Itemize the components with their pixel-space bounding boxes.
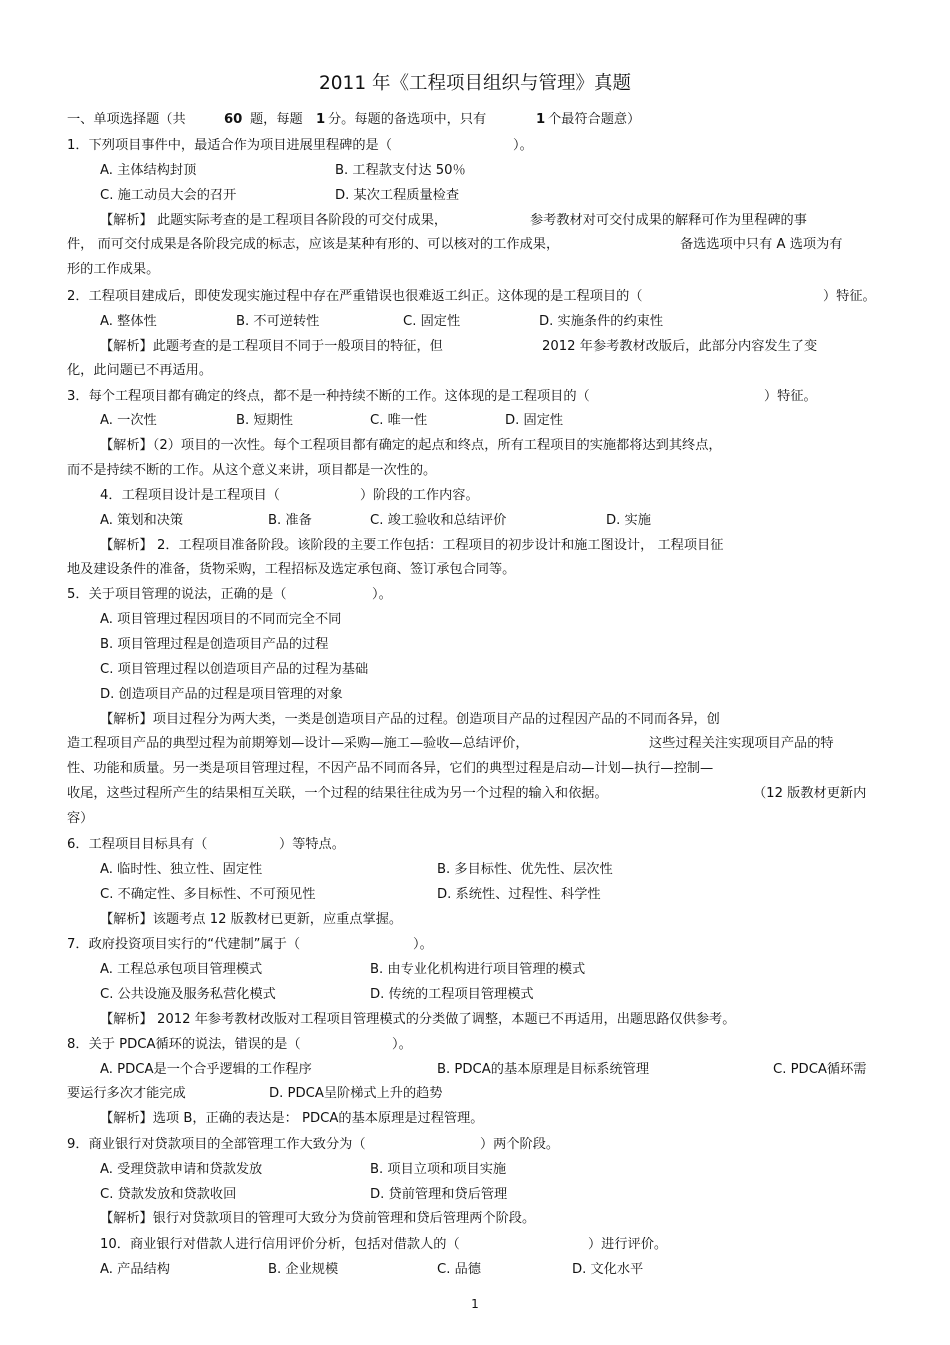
- option-a: A. 临时性、独立性、固定性: [100, 862, 263, 877]
- explanation-line: 形的工作成果。: [67, 262, 160, 277]
- explanation-line: 化，此问题已不再适用。: [67, 363, 213, 378]
- explanation-line: 【解析】项目过程分为两大类，一类是创造项目产品的过程。创造项目产品的过程因产品的不同而各异，创: [100, 712, 720, 727]
- option-a: A. 主体结构封顶: [100, 163, 197, 178]
- option-c: C. PDCA循环需: [773, 1062, 867, 1077]
- explanation-line: 收尾，这些过程所产生的结果相互关联，一个过程的结果往往成为另一个过程的输入和依据。: [67, 786, 608, 801]
- question-stem: 2．工程项目建成后，即使发现实施过程中存在严重错误也很难返工纠正。这体现的是工程项目的（: [67, 289, 643, 304]
- option-c: C. 品德: [437, 1262, 481, 1277]
- option-b: B. 准备: [268, 513, 312, 528]
- section-score: 1: [316, 112, 326, 127]
- explanation-line: 2012 年参考教材改版后，此部分内容发生了变: [542, 339, 818, 354]
- option-b: B. 多目标性、优先性、层次性: [437, 862, 613, 877]
- option-a: A. 工程总承包项目管理模式: [100, 962, 263, 977]
- option-c: C. 公共设施及服务私营化模式: [100, 987, 276, 1002]
- question-stem: 5．关于项目管理的说法，正确的是（: [67, 587, 287, 602]
- explanation-line: 参考教材对可交付成果的解释可作为里程碑的事: [530, 213, 807, 228]
- option-b: B. 项目立项和项目实施: [370, 1162, 507, 1177]
- option-b: B. 工程款支付达 50％: [335, 163, 466, 178]
- option-b: B. 由专业化机构进行项目管理的模式: [370, 962, 586, 977]
- question-stem-close: ）。: [513, 138, 533, 153]
- explanation-line: 【解析】 此题实际考查的是工程项目各阶段的可交付成果，: [100, 213, 448, 228]
- option-a: A. PDCA是一个合乎逻辑的工作程序: [100, 1062, 312, 1077]
- explanation-line: 【解析】 2．工程项目准备阶段。该阶段的主要工作包括：工程项目的初步设计和施工图设计， 工程项目征: [100, 538, 724, 553]
- question-stem: 3．每个工程项目都有确定的终点，都不是一种持续不断的工作。这体现的是工程项目的（: [67, 389, 590, 404]
- option-c-continued: 要运行多次才能完成: [67, 1086, 186, 1101]
- question-stem: 10．商业银行对借款人进行信用评价分析，包括对借款人的（: [100, 1237, 460, 1252]
- explanation-line: （12 版教材更新内: [753, 786, 867, 801]
- question-stem: 6．工程项目目标具有（: [67, 837, 208, 852]
- option-a: A. 项目管理过程因项目的不同而完全不同: [100, 612, 342, 627]
- option-b: B. 企业规模: [268, 1262, 339, 1277]
- option-d: D. 固定性: [505, 413, 564, 428]
- option-b: B. PDCA的基本原理是目标系统管理: [437, 1062, 650, 1077]
- option-a: A. 策划和决策: [100, 513, 184, 528]
- explanation-line: 【解析】（2）项目的一次性。每个工程项目都有确定的起点和终点，所有工程项目的实施都将达到其终点，: [100, 438, 722, 453]
- section-prefix: 一、单项选择题（共: [67, 112, 186, 127]
- option-d: D. 传统的工程项目管理模式: [370, 987, 534, 1002]
- option-d: D. 实施条件的约束性: [539, 314, 664, 329]
- option-d: D. PDCA呈阶梯式上升的趋势: [269, 1086, 443, 1101]
- question-stem-close: ）特征。: [764, 389, 817, 404]
- question-stem: 1．下列项目事件中，最适合作为项目进展里程碑的是（: [67, 138, 392, 153]
- question-stem-close: ）。: [413, 937, 433, 952]
- question-stem: 8．关于 PDCA循环的说法，错误的是（: [67, 1037, 301, 1052]
- section-suffix: 个最符合题意）: [548, 112, 641, 127]
- explanation-line: 件， 而可交付成果是各阶段完成的标志，应该是某种有形的、可以核对的工作成果，: [67, 237, 560, 252]
- question-stem-close: ）两个阶段。: [480, 1137, 560, 1152]
- question-stem-close: ）。: [392, 1037, 412, 1052]
- section-mid1: 题，每题: [250, 112, 303, 127]
- question-stem: 4．工程项目设计是工程项目（: [100, 488, 280, 503]
- page-title: 2011 年《工程项目组织与管理》真题: [319, 73, 631, 94]
- explanation-line: 备选选项中只有 A 选项为有: [680, 237, 843, 252]
- explanation-line: 容）: [67, 811, 94, 826]
- question-stem: 9．商业银行对贷款项目的全部管理工作大致分为（: [67, 1137, 366, 1152]
- explanation-line: 【解析】银行对贷款项目的管理可大致分为贷前管理和贷后管理两个阶段。: [100, 1211, 536, 1226]
- option-c: C. 不确定性、多目标性、不可预见性: [100, 887, 316, 902]
- option-c: C. 唯一性: [370, 413, 428, 428]
- section-one: 1: [536, 112, 546, 127]
- option-b: B. 短期性: [236, 413, 293, 428]
- option-c: C. 施工动员大会的召开: [100, 188, 237, 203]
- question-stem-close: ）等特点。: [279, 837, 345, 852]
- option-c: C. 竣工验收和总结评价: [370, 513, 507, 528]
- option-d: D. 系统性、过程性、科学性: [437, 887, 601, 902]
- explanation-line: 而不是持续不断的工作。从这个意义来讲，项目都是一次性的。: [67, 463, 437, 478]
- question-stem: 7．政府投资项目实行的“代建制”属于（: [67, 937, 301, 952]
- option-b: B. 不可逆转性: [236, 314, 320, 329]
- explanation-line: 地及建设条件的准备，货物采购，工程招标及选定承包商、签订承包合同等。: [67, 562, 516, 577]
- section-count: 60: [224, 112, 243, 127]
- question-stem-close: ）特征。: [823, 289, 876, 304]
- explanation-line: 性、功能和质量。另一类是项目管理过程，不因产品不同而各异，它们的典型过程是启动—计划—执行—控制—: [67, 761, 714, 776]
- option-b: B. 项目管理过程是创造项目产品的过程: [100, 637, 329, 652]
- option-a: A. 产品结构: [100, 1262, 170, 1277]
- page-number: 1: [471, 1297, 479, 1311]
- question-stem-close: ）进行评价。: [588, 1237, 668, 1252]
- option-c: C. 固定性: [403, 314, 461, 329]
- option-d: D. 创造项目产品的过程是项目管理的对象: [100, 687, 343, 702]
- option-d: D. 贷前管理和贷后管理: [370, 1187, 508, 1202]
- explanation-line: 【解析】 2012 年参考教材改版对工程项目管理模式的分类做了调整，本题已不再适用，出题思路仅供参考。: [100, 1012, 736, 1027]
- explanation-line: 【解析】此题考查的是工程项目不同于一般项目的特征，但: [100, 339, 443, 354]
- option-d: D. 某次工程质量检查: [335, 188, 460, 203]
- option-a: A. 受理贷款申请和贷款发放: [100, 1162, 263, 1177]
- option-c: C. 项目管理过程以创造项目产品的过程为基础: [100, 662, 369, 677]
- option-a: A. 整体性: [100, 314, 157, 329]
- option-c: C. 贷款发放和贷款收回: [100, 1187, 237, 1202]
- option-d: D. 文化水平: [572, 1262, 644, 1277]
- option-d: D. 实施: [606, 513, 651, 528]
- question-stem-close: ）。: [372, 587, 392, 602]
- explanation-line: 【解析】该题考点 12 版教材已更新，应重点掌握。: [100, 912, 403, 927]
- explanation-line: 造工程项目产品的典型过程为前期筹划—设计—采购—施工—验收—总结评价，: [67, 736, 529, 751]
- explanation-line: 【解析】选项 B，正确的表达是： PDCA的基本原理是过程管理。: [100, 1111, 484, 1126]
- option-a: A. 一次性: [100, 413, 157, 428]
- explanation-line: 这些过程关注实现项目产品的特: [649, 736, 834, 751]
- section-mid2: 分。每题的备选项中，只有: [328, 112, 487, 127]
- question-stem-close: ）阶段的工作内容。: [360, 488, 479, 503]
